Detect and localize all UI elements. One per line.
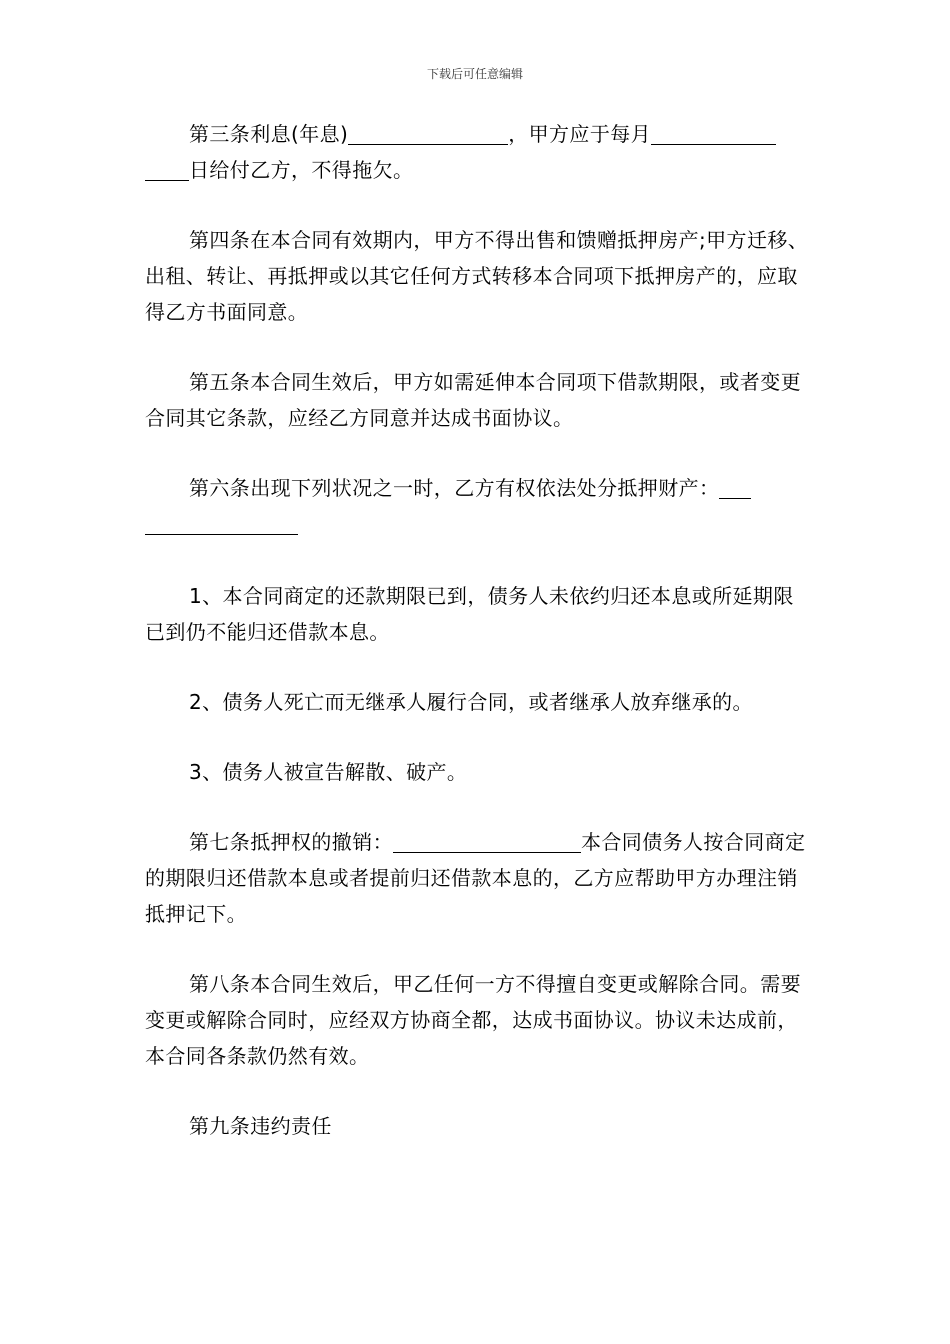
clause-6 — [145, 470, 810, 542]
revocation-blank[interactable] — [393, 830, 581, 853]
contract-body — [145, 116, 810, 1144]
clause-9: 第九条违约责任 — [189, 1114, 332, 1138]
payment-day-blank-a[interactable] — [651, 122, 776, 145]
interest-blank[interactable] — [348, 122, 508, 145]
disposal-blank-b[interactable] — [145, 512, 298, 535]
clause-4: 第四条在本合同有效期内，甲方不得出售和馈赠抵押房产;甲方迁移、出租、转让、再抵押或以其它任何方式转移本合同项下抵押房产的，应取得乙方书面同意。 — [145, 228, 809, 324]
clause-3-middle: ，甲方应于每月 — [508, 122, 652, 146]
clause-6-item-1: 1、本合同商定的还款期限已到，债务人未依约归还本息或所延期限已到仍不能归还借款本息。 — [145, 584, 794, 644]
clause-3-line2 — [145, 152, 810, 188]
clause-5: 第五条本合同生效后，甲方如需延伸本合同项下借款期限，或者变更合同其它条款，应经乙方同意并达成书面协议。 — [145, 370, 801, 430]
clause-7-text: 本合同债务人按合同商定的期限归还借款本息或者提前归还借款本息的，乙方应帮助甲方办理注销抵押记下。 — [145, 830, 806, 926]
clause-3-label: 第三条利息(年息) — [189, 122, 349, 146]
clause-3-end: 日给付乙方，不得拖欠。 — [189, 158, 414, 182]
payment-day-blank-b[interactable] — [145, 158, 189, 181]
clause-7 — [145, 824, 810, 932]
disposal-blank-a[interactable] — [719, 476, 751, 499]
clause-3 — [145, 116, 810, 188]
clause-7-label: 第七条抵押权的撤销： — [189, 830, 393, 854]
clause-6-text: 第六条出现下列状况之一时，乙方有权依法处分抵押财产： — [189, 476, 720, 500]
clause-6-item-3: 3、债务人被宣告解散、破产。 — [189, 760, 468, 784]
clause-6-line2 — [145, 506, 810, 542]
page-header-note: 下载后可任意编辑 — [426, 67, 523, 81]
clause-8: 第八条本合同生效后，甲乙任何一方不得擅自变更或解除合同。需要变更或解除合同时，应经双方协商全都，达成书面协议。协议未达成前，本合同各条款仍然有效。 — [145, 972, 801, 1068]
clause-6-item-2: 2、债务人死亡而无继承人履行合同，或者继承人放弃继承的。 — [189, 690, 753, 714]
